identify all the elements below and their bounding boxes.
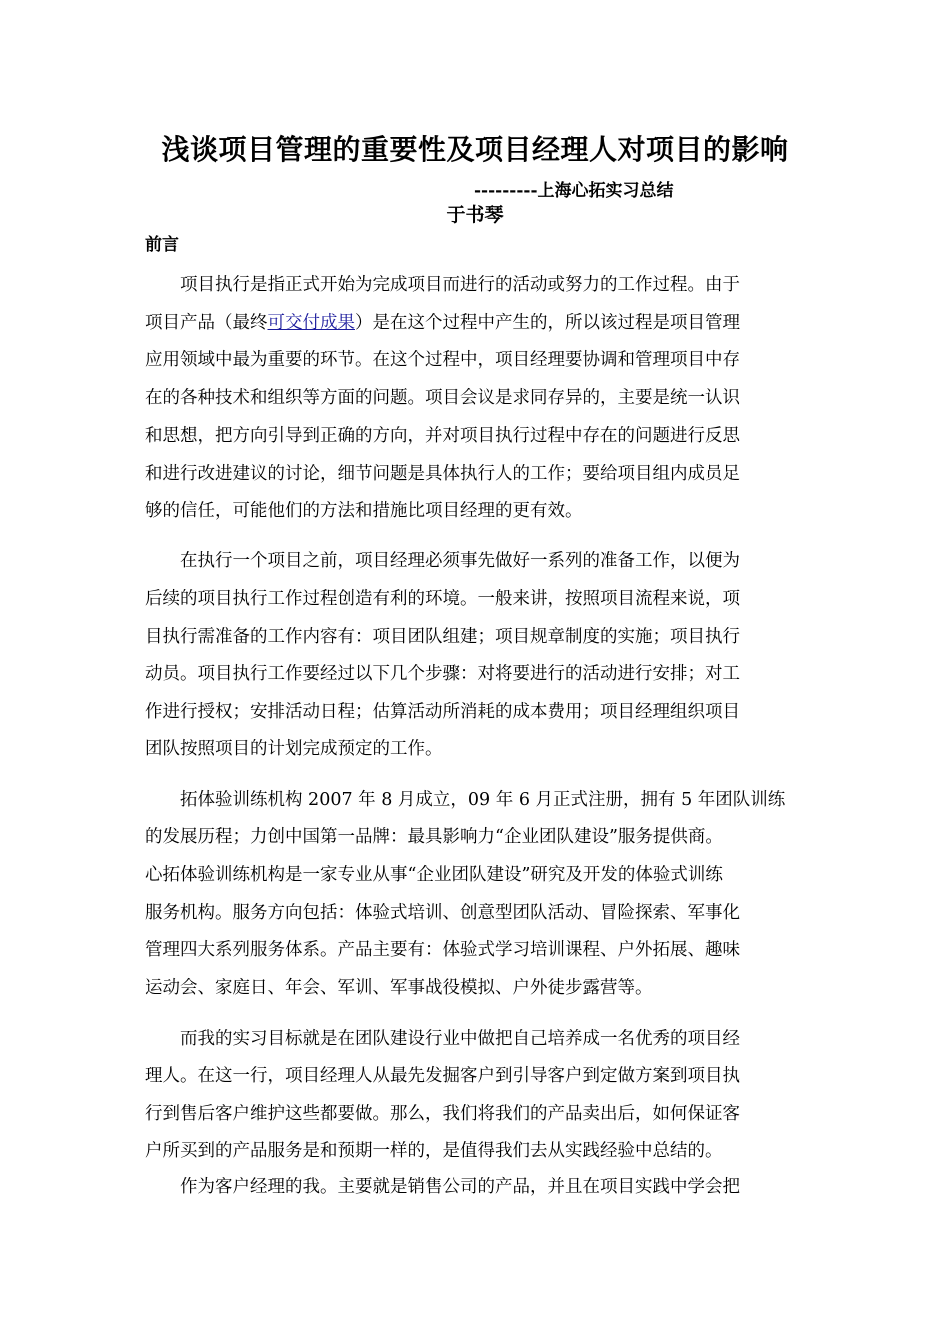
paragraph-1-line-1: 项目执行是指正式开始为完成项目而进行的活动或努力的工作过程。由于 bbox=[180, 275, 740, 295]
section-heading: 前言 bbox=[145, 235, 179, 255]
paragraph-1-line-3: 应用领域中最为重要的环节。在这个过程中，项目经理要协调和管理项目中存 bbox=[145, 350, 740, 370]
paragraph-1-line-2 bbox=[145, 311, 740, 335]
paragraph-3-line-5: 管理四大系列服务体系。产品主要有：体验式学习培训课程、户外拓展、趣味 bbox=[145, 940, 740, 960]
paragraph-1-line-7: 够的信任，可能他们的方法和措施比项目经理的更有效。 bbox=[145, 501, 583, 521]
document-subtitle: ---------上海心拓实习总结 bbox=[474, 181, 674, 201]
paragraph-1-line-5: 和思想，把方向引导到正确的方向，并对项目执行过程中存在的问题进行反思 bbox=[145, 426, 740, 446]
paragraph-3-line-4: 服务机构。服务方向包括：体验式培训、创意型团队活动、冒险探索、军事化 bbox=[145, 903, 740, 923]
paragraph-4-line-4: 户所买到的产品服务是和预期一样的，是值得我们去从实践经验中总结的。 bbox=[145, 1141, 723, 1161]
paragraph-4-line-2: 理人。在这一行，项目经理人从最先发掘客户到引导客户到定做方案到项目执 bbox=[145, 1066, 740, 1086]
paragraph-4-line-3: 行到售后客户维护这些都要做。那么，我们将我们的产品卖出后，如何保证客 bbox=[145, 1104, 740, 1124]
paragraph-2-line-1: 在执行一个项目之前，项目经理必须事先做好一系列的准备工作，以便为 bbox=[180, 551, 740, 571]
paragraph-2-line-2: 后续的项目执行工作过程创造有利的环境。一般来讲，按照项目流程来说，项 bbox=[145, 589, 740, 609]
paragraph-1-line-4: 在的各种技术和组织等方面的问题。项目会议是求同存异的，主要是统一认识 bbox=[145, 388, 740, 408]
paragraph-1-line-2-post: ）是在这个过程中产生的，所以该过程是项目管理 bbox=[355, 313, 740, 333]
paragraph-2-line-3: 目执行需准备的工作内容有：项目团队组建；项目规章制度的实施；项目执行 bbox=[145, 627, 740, 647]
document-title: 浅谈项目管理的重要性及项目经理人对项目的影响 bbox=[161, 133, 789, 166]
paragraph-1-line-2-pre: 项目产品（最终 bbox=[145, 313, 268, 333]
deliverables-link[interactable]: 可交付成果 bbox=[267, 313, 355, 333]
paragraph-5-line-1: 作为客户经理的我。主要就是销售公司的产品，并且在项目实践中学会把 bbox=[180, 1177, 740, 1197]
paragraph-1-line-6: 和进行改进建议的讨论，细节问题是具体执行人的工作；要给项目组内成员足 bbox=[145, 464, 740, 484]
paragraph-3-line-1: 拓体验训练机构 2007 年 8 月成立，09 年 6 月正式注册，拥有 5 年团队训练 bbox=[180, 790, 786, 810]
document-author: 于书琴 bbox=[446, 204, 504, 226]
paragraph-4-line-1: 而我的实习目标就是在团队建设行业中做把自己培养成一名优秀的项目经 bbox=[180, 1029, 740, 1049]
paragraph-2-line-6: 团队按照项目的计划完成预定的工作。 bbox=[145, 739, 443, 759]
paragraph-3-line-2: 的发展历程；力创中国第一品牌：最具影响力“企业团队建设”服务提供商。 bbox=[145, 827, 723, 847]
paragraph-3-line-6: 运动会、家庭日、年会、军训、军事战役模拟、户外徒步露营等。 bbox=[145, 978, 653, 998]
paragraph-2-line-4: 动员。项目执行工作要经过以下几个步骤：对将要进行的活动进行安排；对工 bbox=[145, 664, 740, 684]
paragraph-3-line-3: 心拓体验训练机构是一家专业从事“企业团队建设”研究及开发的体验式训练 bbox=[145, 865, 723, 885]
paragraph-2-line-5: 作进行授权；安排活动日程；估算活动所消耗的成本费用；项目经理组织项目 bbox=[145, 702, 740, 722]
